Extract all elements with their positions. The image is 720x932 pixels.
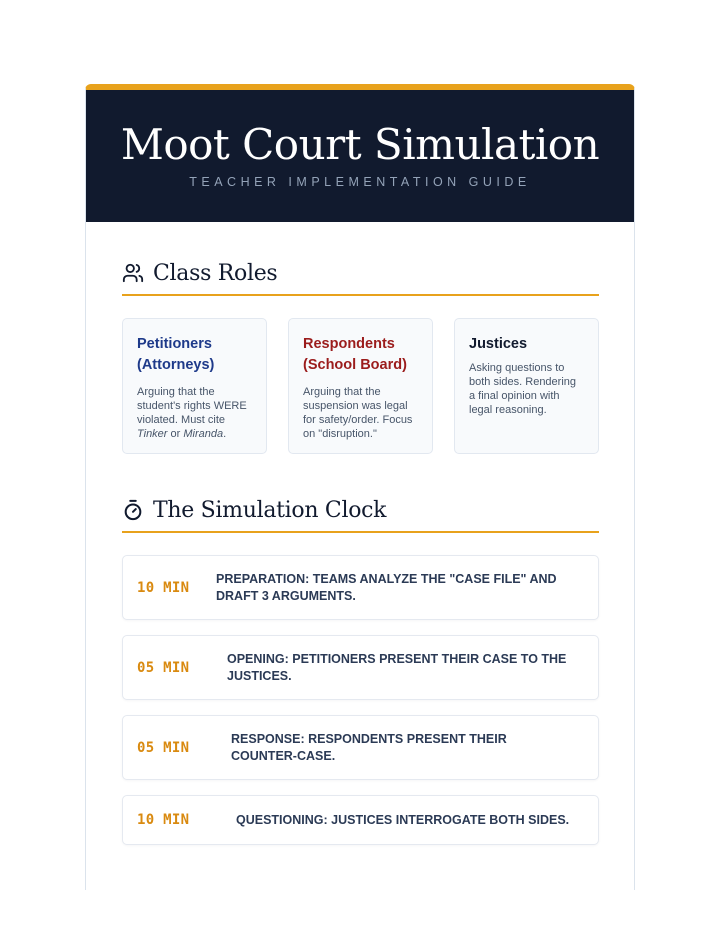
clock-item-opening bbox=[122, 635, 599, 700]
class-roles-heading bbox=[122, 260, 599, 296]
clock-item-questioning bbox=[122, 795, 599, 845]
page-subtitle: TEACHER IMPLEMENTATION GUIDE bbox=[189, 175, 531, 189]
role-desc-respondents: Arguing that the suspension was legal for safety/order. Focus on "disruption." bbox=[303, 386, 413, 440]
role-desc-justices: Asking questions to both sides. Rendering a final opinion with legal reasoning. bbox=[469, 362, 577, 416]
role-title-line1: Petitioners bbox=[137, 336, 212, 352]
role-desc-text: Arguing that the student's rights WERE violated. Must cite bbox=[137, 386, 247, 426]
stopwatch-icon bbox=[122, 499, 144, 521]
page-title: Moot Court Simulation bbox=[120, 120, 600, 169]
clock-time: 10 MIN bbox=[137, 579, 190, 596]
class-roles-title: Class Roles bbox=[153, 260, 278, 286]
role-title-line1: Respondents bbox=[303, 336, 395, 352]
clock-item-preparation bbox=[122, 555, 599, 620]
role-title-justices: Justices bbox=[469, 336, 528, 352]
clock-text: QUESTIONING: JUSTICES INTERROGATE BOTH SIDES. bbox=[236, 812, 570, 827]
role-title-respondents bbox=[303, 334, 419, 376]
role-title-line2: (Attorneys) bbox=[137, 357, 215, 373]
role-card-respondents bbox=[288, 318, 433, 454]
clock-text: PREPARATION: TEAMS ANALYZE THE "CASE FILE" AND DRAFT 3 ARGUMENTS. bbox=[216, 571, 557, 603]
clock-time: 05 MIN bbox=[137, 739, 190, 756]
roles-grid bbox=[122, 318, 599, 454]
simulation-clock-heading bbox=[122, 497, 599, 533]
role-desc-end: . bbox=[223, 428, 227, 440]
role-desc-connector: or bbox=[167, 428, 184, 440]
case-name-miranda: Miranda bbox=[183, 428, 224, 440]
role-title-line2: (School Board) bbox=[303, 357, 407, 373]
guide-page bbox=[85, 84, 635, 890]
case-name-tinker: Tinker bbox=[137, 428, 168, 440]
role-title-petitioners bbox=[137, 334, 253, 376]
class-roles-section bbox=[122, 260, 599, 454]
users-icon bbox=[122, 262, 144, 284]
page-header bbox=[86, 90, 634, 222]
role-card-petitioners bbox=[122, 318, 267, 454]
role-card-justices bbox=[454, 318, 599, 454]
simulation-clock-section bbox=[122, 497, 599, 860]
clock-time: 05 MIN bbox=[137, 659, 190, 676]
clock-text: OPENING: PETITIONERS PRESENT THEIR CASE TO THE JUSTICES. bbox=[227, 651, 567, 683]
clock-text: RESPONSE: RESPONDENTS PRESENT THEIR COUNTER-CASE. bbox=[231, 731, 507, 763]
role-desc-petitioners bbox=[137, 385, 253, 441]
simulation-clock-title: The Simulation Clock bbox=[153, 497, 387, 523]
clock-time: 10 MIN bbox=[137, 812, 190, 828]
clock-item-response bbox=[122, 715, 599, 780]
clock-list bbox=[122, 555, 599, 845]
